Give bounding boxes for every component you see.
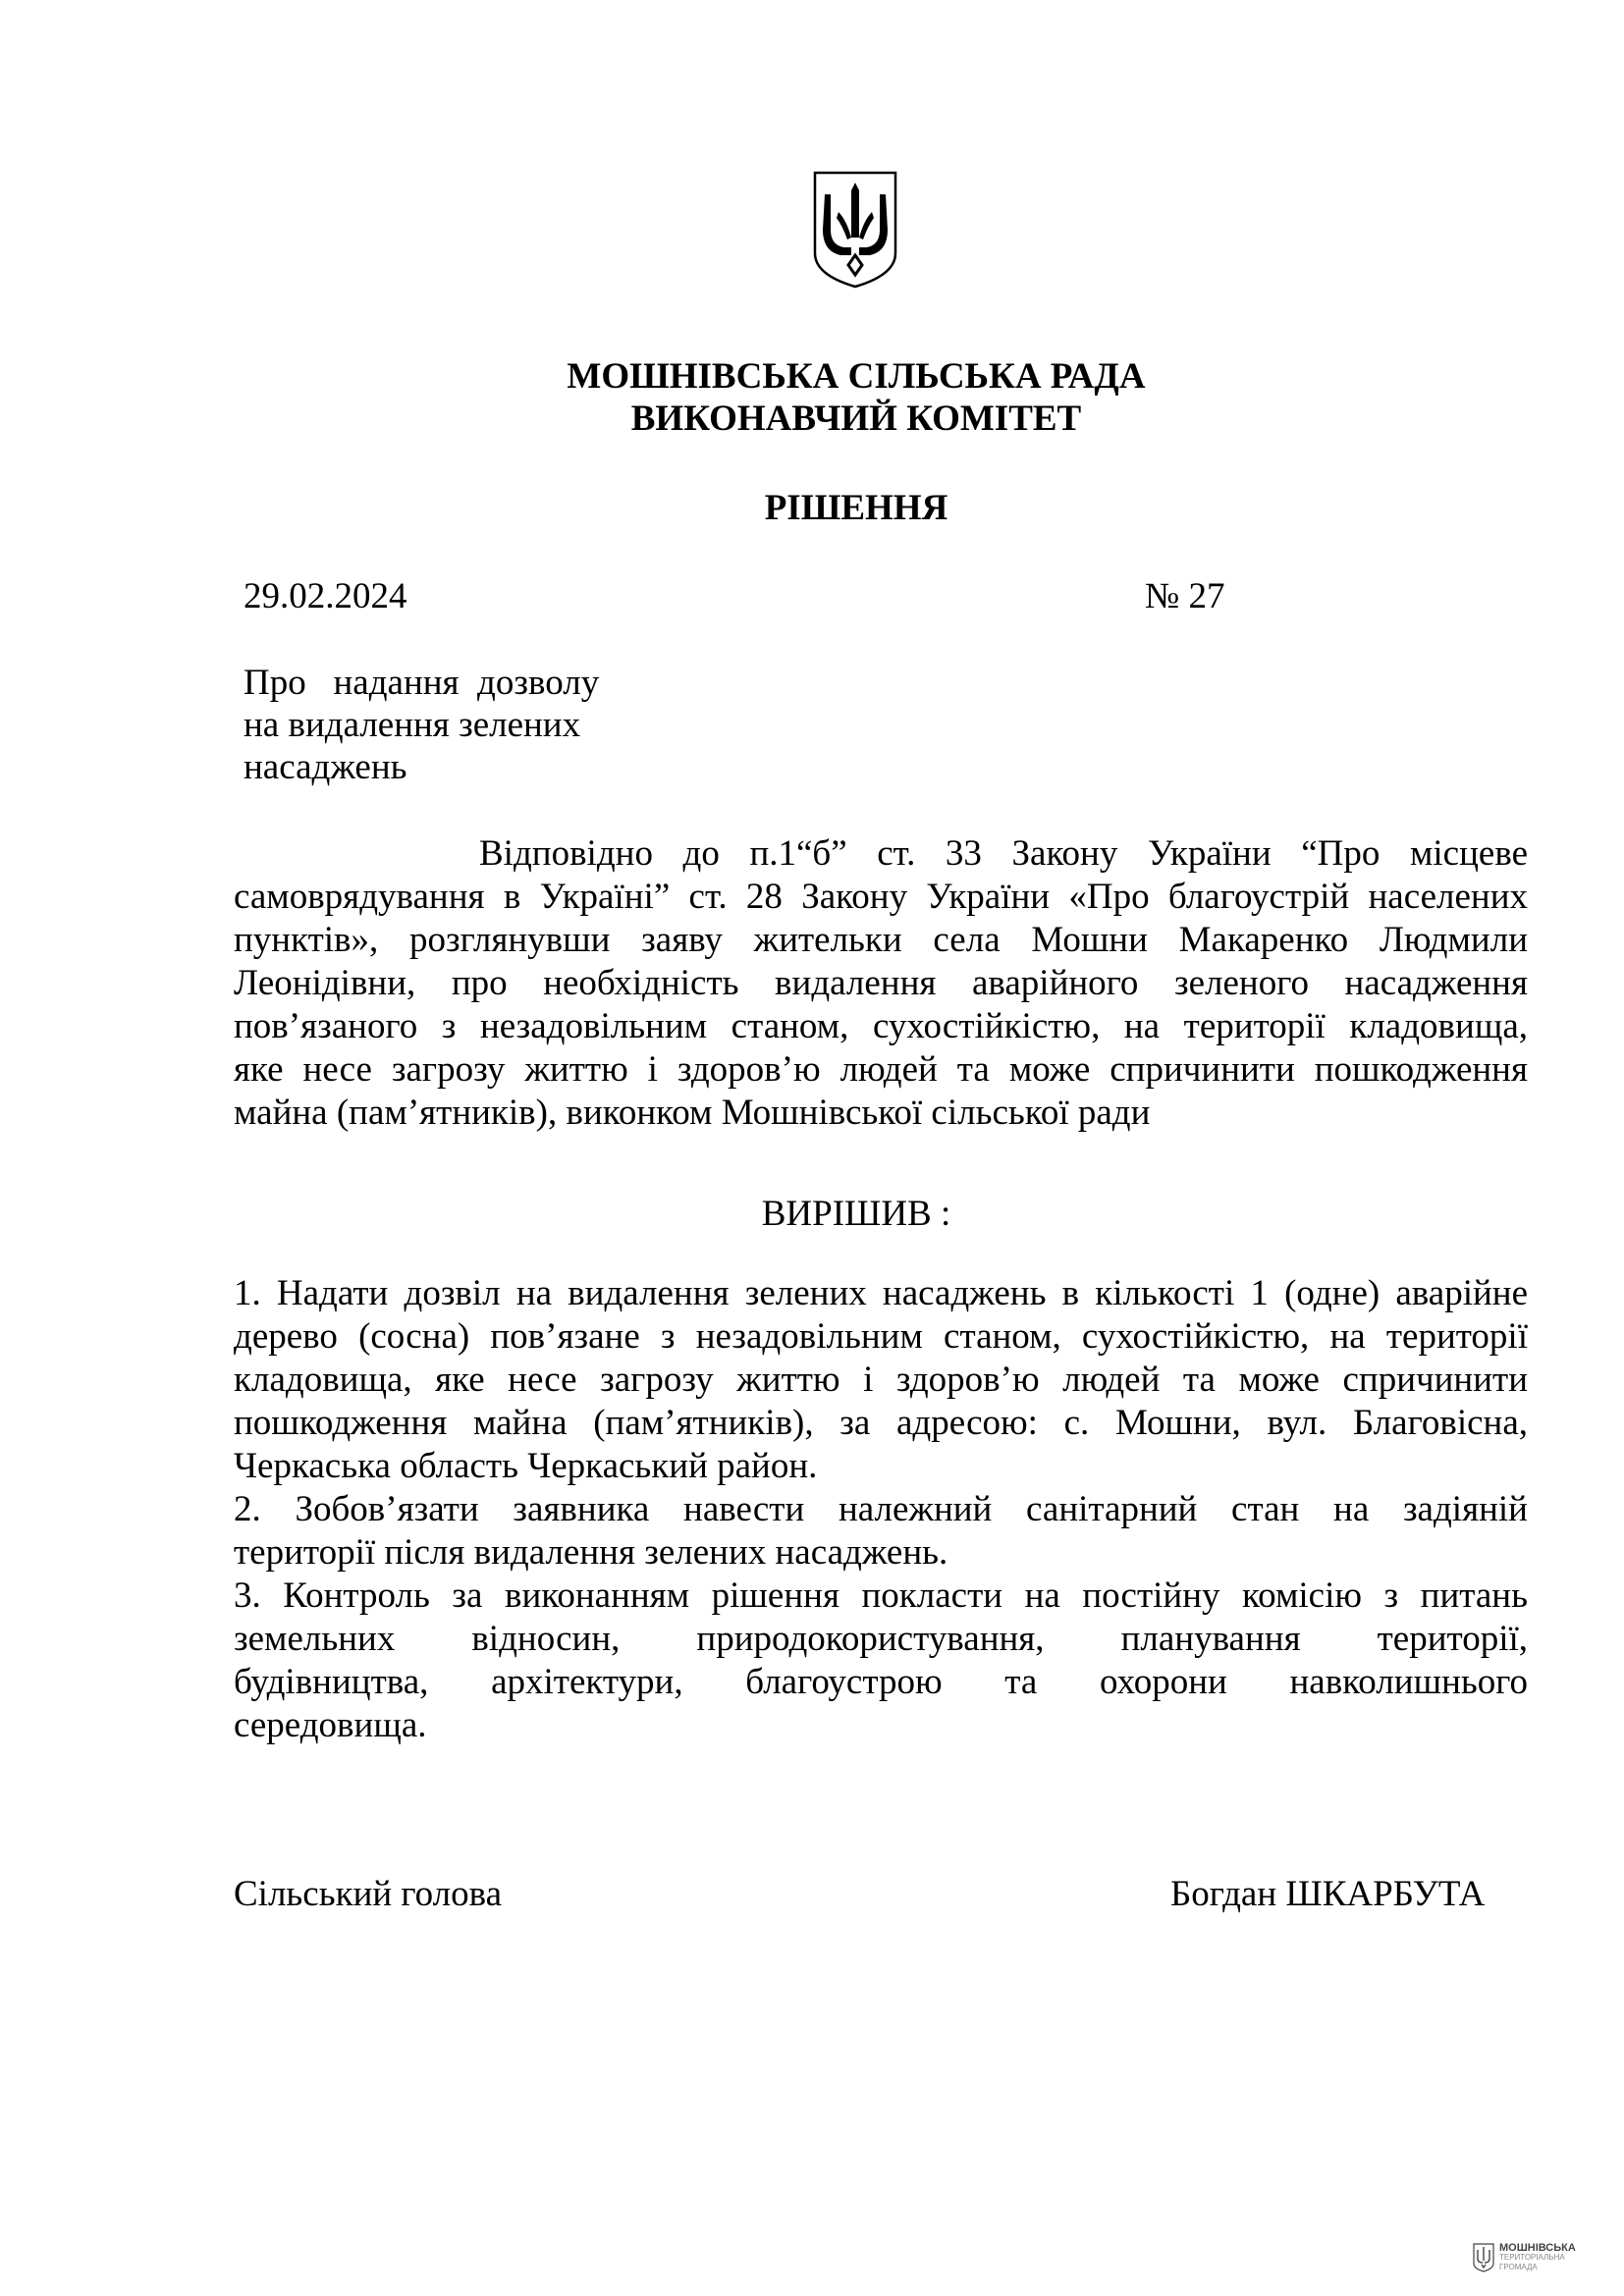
item-line: 1. Надати дозвіл на видалення зелених насаджень в кількості 1 (одне) аварійне [234,1273,1528,1313]
decision-subject [244,662,656,788]
signature-name: Богдан ШКАРБУТА [1170,1874,1486,1914]
signature-position: Сільський голова [234,1874,503,1914]
preamble-line: Леонідівни, про необхідність видалення аварійного зеленого насадження [234,963,1528,1003]
council-title: МОШНІВСЬКА СІЛЬСЬКА РАДА [567,356,1146,397]
watermark-line2: ТЕРИТОРІАЛЬНА [1499,2253,1565,2262]
decided-heading: ВИРІШИВ : [761,1194,951,1234]
preamble-line: яке несе загрозу життю і здоров’ю людей та може спричинити пошкодження [234,1049,1528,1090]
item-line: дерево (сосна) пов’язане з незадовільним станом, сухостійкістю, на території [234,1316,1528,1357]
committee-title: ВИКОНАВЧИЙ КОМІТЕТ [630,399,1082,439]
preamble-line: Відповідно до п.1“б” ст. 33 Закону України “Про місцеве [479,833,1528,874]
preamble-paragraph [234,832,1528,1135]
preamble-line: самоврядування в Україні” ст. 28 Закону України «Про благоустрій населених [234,877,1528,917]
coat-of-arms-icon [811,169,899,291]
item-line: Черкаська область Черкаський район. [234,1446,818,1486]
item-line: кладовища, яке несе загрозу життю і здоров’ю людей та може спричинити [234,1360,1528,1400]
document-type: РІШЕННЯ [764,488,948,528]
decision-items [234,1272,1528,1747]
item-line: земельних відносин, природокористування, планування території, [234,1619,1528,1659]
community-watermark [1473,2243,1576,2272]
item-line: території після видалення зелених насаджень. [234,1532,948,1573]
preamble-line: пунктів», розглянувши заяву жительки села Мошни Макаренко Людмили [234,920,1528,960]
subject-line: на видалення зелених [244,705,581,745]
subject-line: Про надання дозволу [244,663,600,703]
watermark-line1: МОШНІВСЬКА [1499,2242,1576,2254]
item-line: середовища. [234,1705,427,1745]
watermark-line3: ГРОМАДА [1499,2263,1538,2271]
decision-number: № 27 [1145,576,1225,616]
trident-icon [1473,2243,1494,2272]
preamble-line: майна (пам’ятників), виконком Мошнівської сільської ради [234,1093,1151,1133]
item-line: 2. Зобов’язати заявника навести належний санітарний стан на задіяній [234,1489,1528,1529]
decision-date: 29.02.2024 [244,576,407,616]
item-line: 3. Контроль за виконанням рішення покласти на постійну комісію з питань [234,1575,1528,1616]
item-line: пошкодження майна (пам’ятників), за адресою: с. Мошни, вул. Благовісна, [234,1403,1528,1443]
item-line: будівництва, архітектури, благоустрою та охорони навколишнього [234,1662,1528,1702]
preamble-line: пов’язаного з незадовільним станом, сухостійкістю, на території кладовища, [234,1006,1528,1046]
subject-line: насаджень [244,747,407,787]
